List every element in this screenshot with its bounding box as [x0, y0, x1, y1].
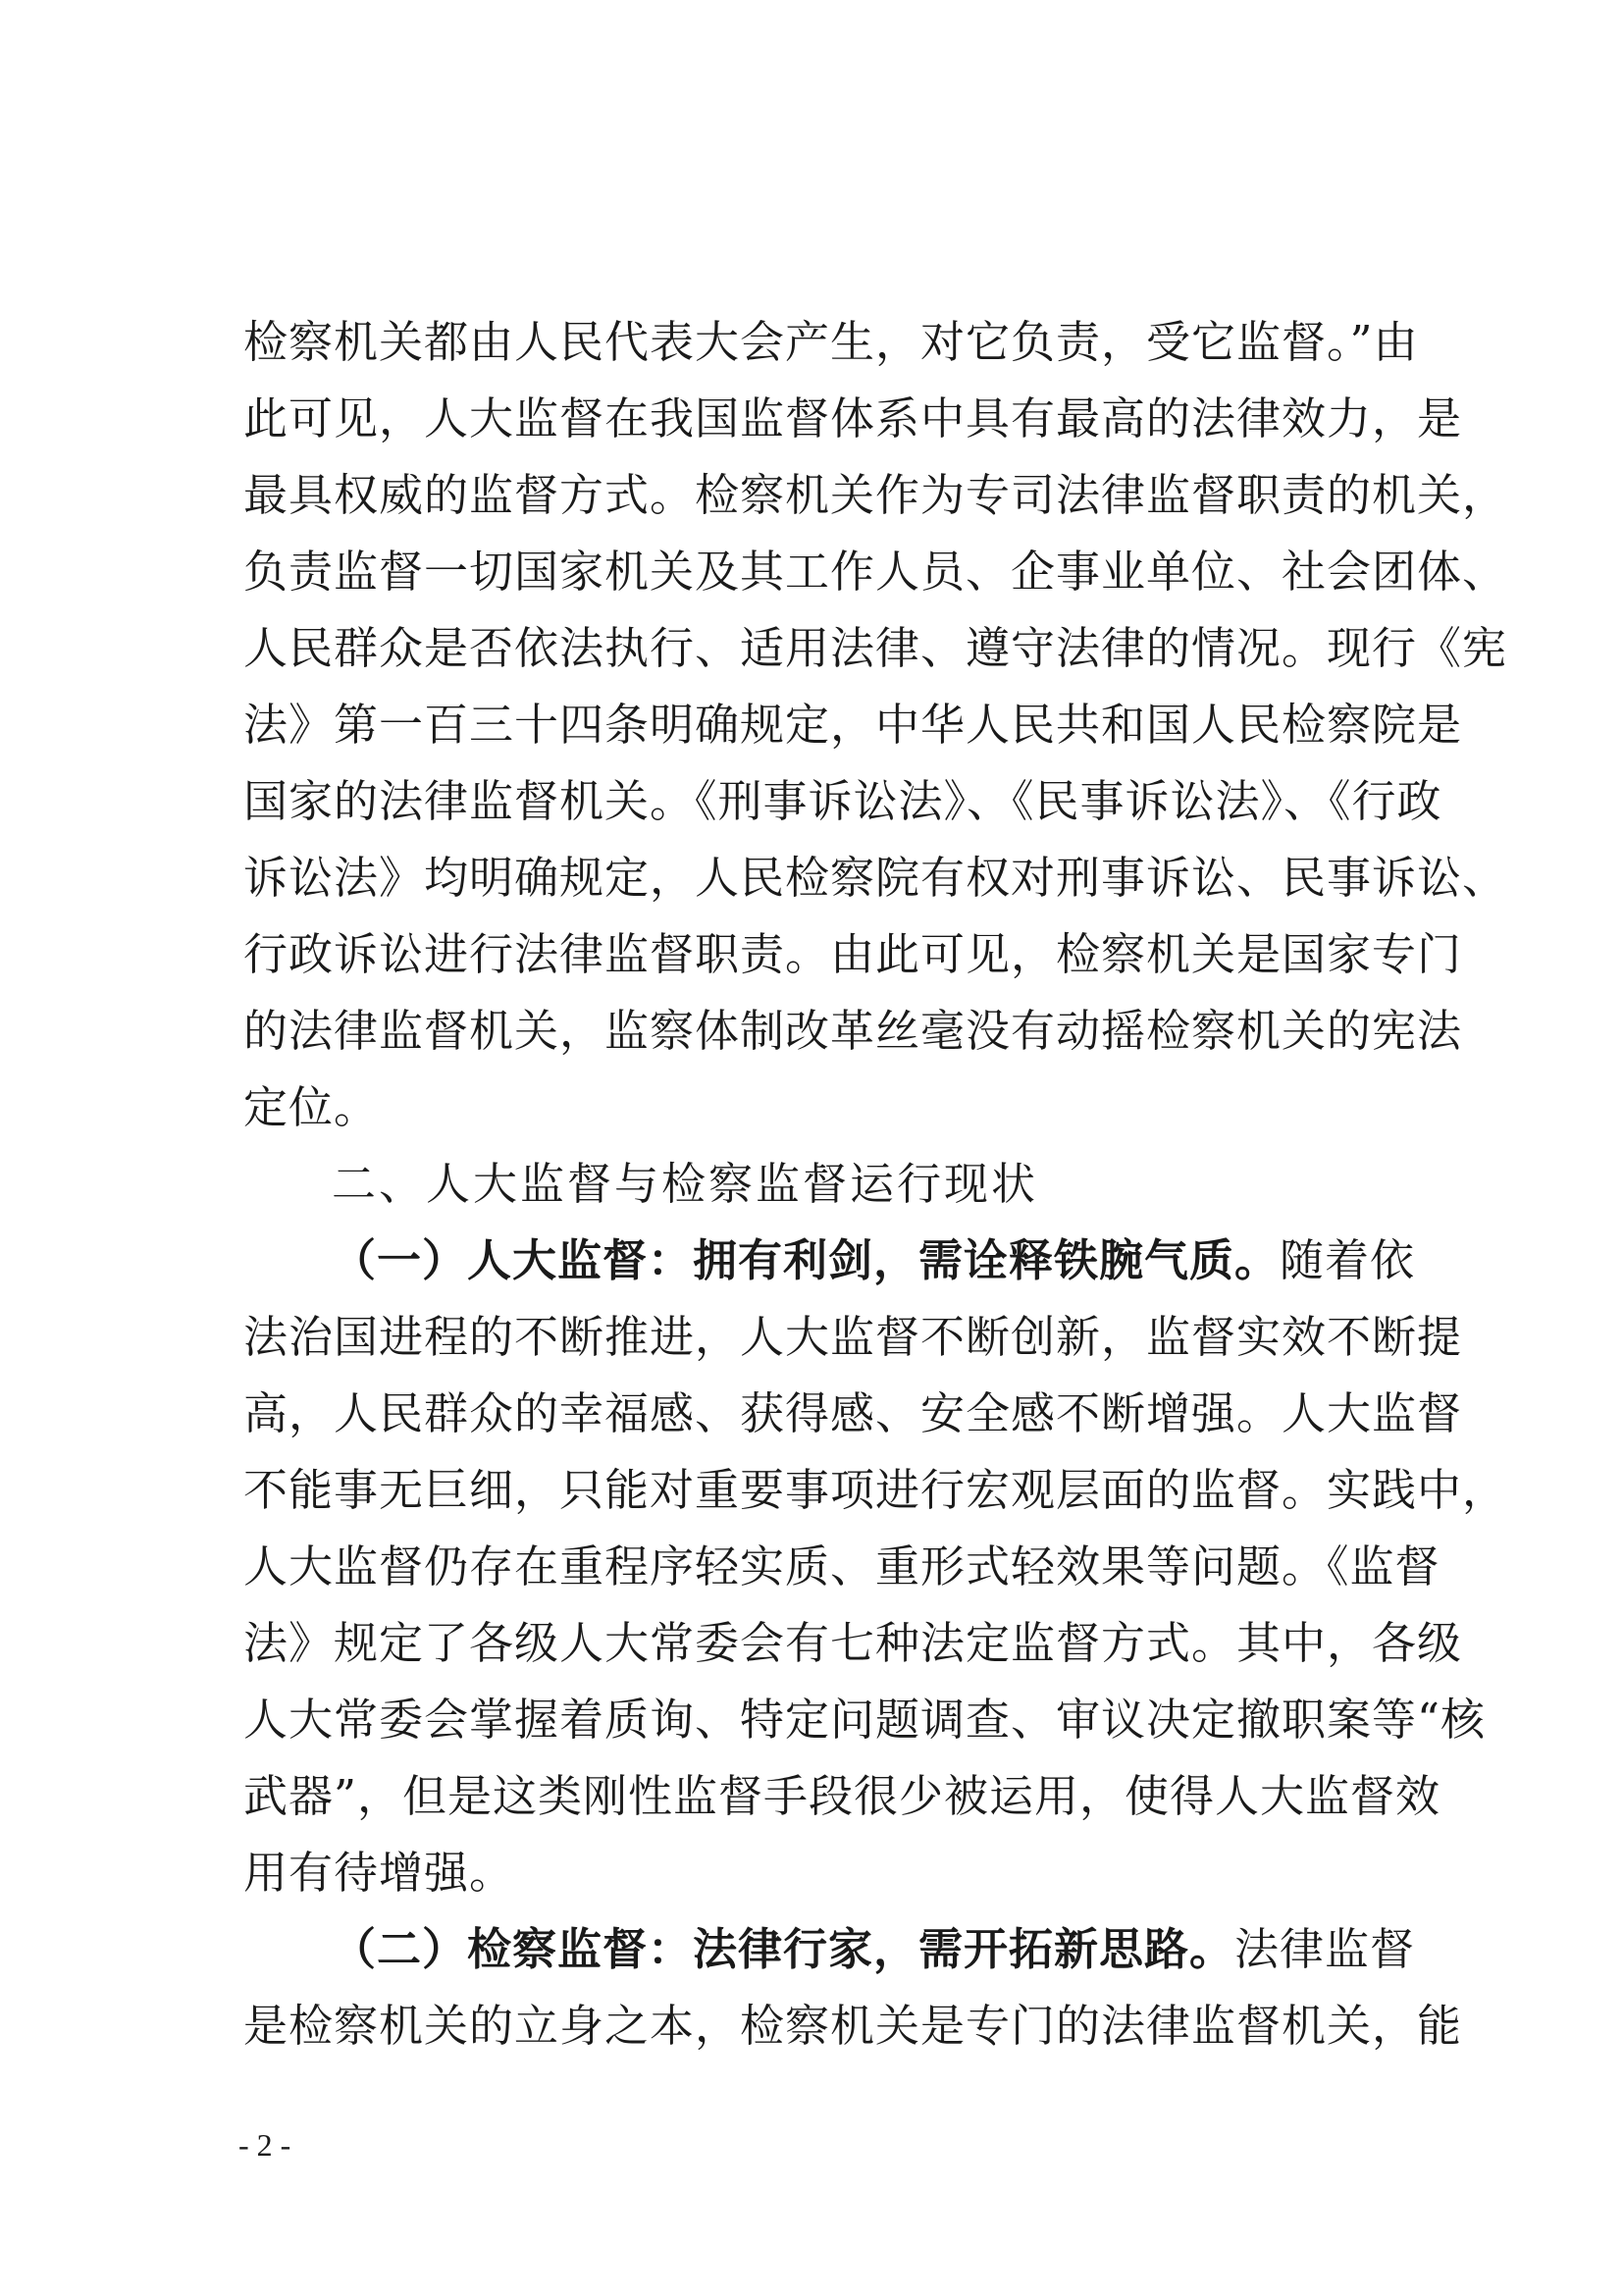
paragraph-line: 检察机关都由人民代表大会产生，对它负责，受它监督。”由 — [243, 316, 1419, 368]
paragraph-line: 不能事无巨细，只能对重要事项进行宏观层面的监督。实践中， — [243, 1464, 1508, 1516]
paragraph-line: 用有待增强。 — [243, 1847, 515, 1899]
section-heading: 二、人大监督与检察监督运行现状 — [332, 1158, 1039, 1210]
subsection-heading: （二）检察监督：法律行家，需开拓新思路。 — [332, 1923, 1235, 1975]
paragraph-line: 是检察机关的立身之本，检察机关是专门的法律监督机关，能 — [243, 2000, 1463, 2052]
paragraph-line: 行政诉讼进行法律监督职责。由此可见，检察机关是国家专门 — [243, 928, 1463, 980]
paragraph-line: 的法律监督机关，监察体制改革丝毫没有动摇检察机关的宪法 — [243, 1005, 1463, 1057]
paragraph-line: 人民群众是否依法执行、适用法律、遵守法律的情况。现行《宪 — [243, 622, 1508, 674]
paragraph-line: 国家的法律监督机关。《刑事诉讼法》、《民事诉讼法》、《行政 — [243, 775, 1442, 827]
paragraph-line: 此可见，人大监督在我国监督体系中具有最高的法律效力，是 — [243, 392, 1463, 444]
paragraph-line: 法治国进程的不断推进，人大监督不断创新，监督实效不断提 — [243, 1311, 1463, 1363]
paragraph-line: 负责监督一切国家机关及其工作人员、企事业单位、社会团体、 — [243, 546, 1508, 598]
paragraph-line: 诉讼法》均明确规定，人民检察院有权对刑事诉讼、民事诉讼、 — [243, 852, 1508, 904]
paragraph-line: 定位。 — [243, 1081, 380, 1133]
subsection-heading-line — [243, 1911, 1416, 1988]
page-number: - 2 - — [238, 2127, 291, 2163]
paragraph-line: 高，人民群众的幸福感、获得感、安全感不断增强。人大监督 — [243, 1387, 1463, 1439]
paragraph-line: 人大监督仍存在重程序轻实质、重形式轻效果等问题。《监督 — [243, 1540, 1440, 1592]
paragraph-line: 人大常委会掌握着质询、特定问题调查、审议决定撤职案等“核 — [243, 1694, 1487, 1746]
subsection-heading: （一）人大监督：拥有利剑，需诠释铁腕气质。 — [332, 1234, 1281, 1286]
body-text — [243, 304, 1508, 2064]
subsection-text: 随着依 — [1280, 1234, 1416, 1286]
paragraph-line: 法》规定了各级人大常委会有七种法定监督方式。其中，各级 — [243, 1617, 1463, 1669]
paragraph-line: 法》第一百三十四条明确规定，中华人民共和国人民检察院是 — [243, 699, 1463, 751]
paragraph-line: 武器”，但是这类刚性监督手段很少被运用，使得人大监督效 — [243, 1770, 1441, 1822]
subsection-text: 法律监督 — [1234, 1923, 1416, 1975]
paragraph-line: 最具权威的监督方式。检察机关作为专司法律监督职责的机关， — [243, 469, 1508, 521]
subsection-heading-line — [243, 1223, 1416, 1299]
